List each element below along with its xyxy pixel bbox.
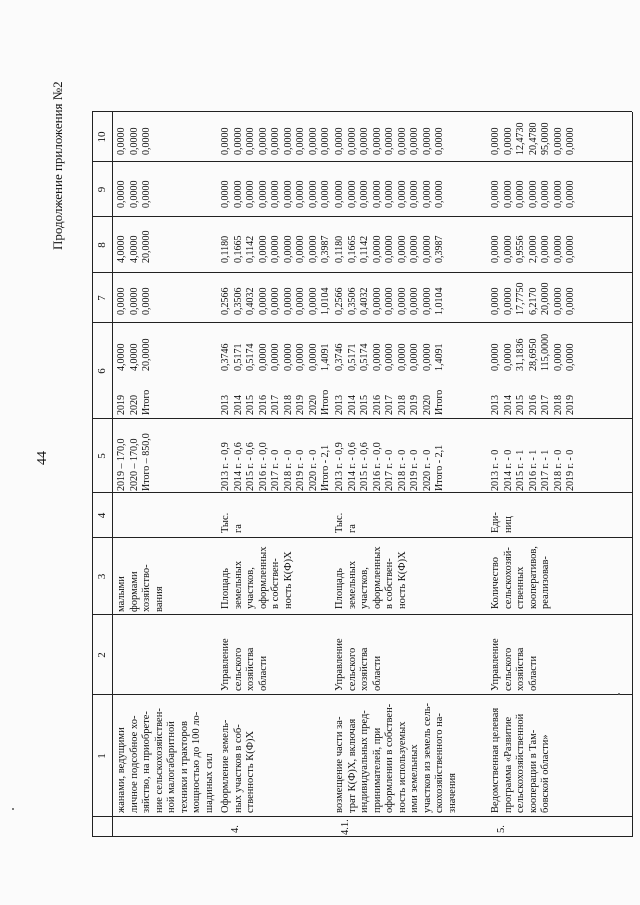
row-5-description: Ведомственная целевая программа «Развитие сельскохозяйственной кооперации в Там- бовской области»	[490, 707, 551, 813]
row-4-1-col9: 0,0000 0,0000 0,0000 0,0000 0,0000 0,0000 0,0000 0,0000 0,0000	[334, 180, 445, 208]
row-4-1-col7: 0,2566 0,3506 0,4032 0,0000 0,0000 0,0000 0,0000 0,0000 1,0104	[334, 287, 445, 315]
row-4-1-indicator: Площадь земельных участков, оформленных в собствен- ность К(Ф)Х	[334, 546, 408, 609]
row-5-col7: 0,0000 0,0000 17,7750 6,2170 20,0000 0,0000 0,0000	[490, 282, 576, 315]
row-prev-years: 2019 2020 Итого	[116, 389, 152, 415]
row-prev-description: жанами, ведущими личное подсобное хо- зяйство, на приобрете- ние сельскохозяйствен- ной малогабаритной техники и тракторов мощностью до 100 ло- шадиных сил	[116, 708, 215, 813]
row-4-col8: 0,1180 0,1665 0,1142 0,0000 0,0000 0,0000 0,0000 0,0000 0,3987	[220, 235, 331, 263]
row-prev-col10: 0,0000 0,0000 0,0000	[116, 127, 152, 155]
row-5-col9: 0,0000 0,0000 0,0000 0,0000 0,0000 0,0000 0,0000	[490, 180, 576, 208]
row-prev-target-values: 2019 – 170,0 2020 – 170,0 Итого – 850,0	[116, 433, 152, 491]
header-col-2: 2	[96, 652, 108, 658]
row-5-total-funding: 0,0000 0,0000 31,1836 28,6950 115,0000 0,0000 0,0000	[490, 333, 576, 371]
row-4-1-description: возмещение части за- трат К(Ф)Х, включая индивидуальных пред- принимателей, при оформлении в собствен- ность используемых ими земельных участков из земель сель- скохозяйственного на- значения	[334, 703, 458, 813]
scan-speck	[12, 808, 14, 810]
row-5-indicator: Количество сельскохозяй- ственных кооперативов, реализовав-	[490, 546, 551, 609]
row-4-1-responsible: Управление сельского хозяйства области	[334, 638, 383, 691]
row-4-1-total-funding: 0,3746 0,5171 0,5174 0,0000 0,0000 0,0000 0,0000 0,0000 1,4091	[334, 343, 445, 371]
row-5-number: 5.	[496, 825, 507, 833]
row-4-indicator: Площадь земельных участков, оформленных в собствен- ность К(Ф)Х	[220, 546, 294, 609]
row-4-1-target-values: 2013 г. - 0,9 2014 г. - 0,6 2015 г. - 0,6 2016 г. - 0,0 2017 г. - 0 2018 г. - 0 2019 г. - 0 2020 г. - 0 Итого - 2,1	[334, 442, 445, 491]
header-col-5: 5	[96, 453, 108, 459]
row-5-target-values: 2013 г. - 0 2014 г. - 0 2015 г. - 1 2016 г. - 1 2017 г. - 1 2018 г. - 0 2019 г. - 0	[490, 449, 576, 491]
row-4-number: 4.	[230, 825, 241, 833]
row-prev-total-funding: 4,0000 4,0000 20,0000	[116, 338, 152, 371]
row-4-description: Оформление земель- ных участков в соб- ственность К(Ф)Х	[220, 719, 256, 813]
row-5-col8: 0,0000 0,0000 0,9556 2,0000 0,0000 0,0000 0,0000	[490, 235, 576, 263]
scan-speck	[618, 693, 620, 695]
row-4-unit: Тыс. га	[220, 512, 244, 533]
row-4-col7: 0,2566 0,3506 0,4032 0,0000 0,0000 0,0000 0,0000 0,0000 1,0104	[220, 287, 331, 315]
row-4-col9: 0,0000 0,0000 0,0000 0,0000 0,0000 0,0000 0,0000 0,0000 0,0000	[220, 180, 331, 208]
row-prev-col7: 0,0000 0,0000 0,0000	[116, 287, 152, 315]
row-4-1-unit: Тыс. га	[334, 512, 358, 533]
row-prev-col9: 0,0000 0,0000 0,0000	[116, 180, 152, 208]
header-col-9: 9	[96, 186, 108, 193]
page-number: 44	[35, 451, 50, 465]
row-4-col10: 0,0000 0,0000 0,0000 0,0000 0,0000 0,0000 0,0000 0,0000 0,0000	[220, 127, 331, 155]
header-col-4: 4	[96, 512, 108, 519]
row-4-target-values: 2013 г. - 0,9 2014 г. - 0,6 2015 г. - 0,6 2016 г. - 0,0 2017 г. - 0 2018 г. - 0 2019 г. - 0 2020 г. - 0 Итого - 2,1	[220, 442, 331, 491]
row-4-total-funding: 0,3746 0,5171 0,5174 0,0000 0,0000 0,0000 0,0000 0,0000 1,4091	[220, 343, 331, 371]
row-5-unit: Еди- ниц	[490, 512, 514, 533]
header-col-3: 3	[96, 573, 108, 580]
row-4-years: 2013 2014 2015 2016 2017 2018 2019 2020 Итого	[220, 389, 331, 415]
header-col-8: 8	[96, 242, 108, 248]
row-4-1-years: 2013 2014 2015 2016 2017 2018 2019 2020 Итого	[334, 389, 445, 415]
header-col-7: 7	[96, 295, 108, 301]
row-5-years: 2013 2014 2015 2016 2017 2018 2019	[490, 395, 576, 415]
row-4-responsible: Управление сельского хозяйства области	[220, 638, 269, 691]
row-5-responsible: Управление сельского хозяйства области	[490, 638, 539, 691]
header-col-10: 10	[96, 131, 108, 143]
row-5-col10: 0,0000 0,0000 12,4730 20,4780 95,0000 0,0000 0,0000	[490, 122, 576, 155]
row-4-1-col8: 0,1180 0,1665 0,1142 0,0000 0,0000 0,0000 0,0000 0,0000 0,3987	[334, 235, 445, 263]
header-col-6: 6	[96, 368, 108, 374]
row-prev-col8: 4,0000 4,0000 20,0000	[116, 230, 152, 263]
header-col-1: 1	[96, 753, 108, 759]
row-prev-indicator: малыми формами хозяйство- вания	[116, 564, 165, 612]
row-4-1-number: 4.1.	[340, 819, 351, 835]
continuation-label: Продолжение приложения №2	[50, 81, 65, 250]
row-4-1-col10: 0,0000 0,0000 0,0000 0,0000 0,0000 0,0000 0,0000 0,0000 0,0000	[334, 127, 445, 155]
